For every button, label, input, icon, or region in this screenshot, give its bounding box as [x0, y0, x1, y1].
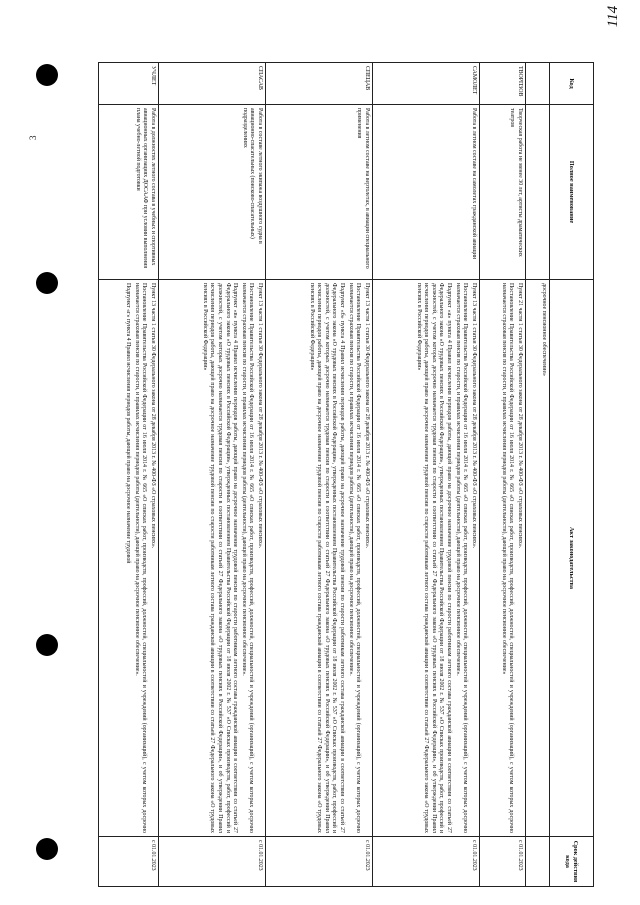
continuation-text: досрочное пенсионное обеспечение» [526, 280, 550, 837]
table-row [372, 63, 479, 887]
legal-act-cell [265, 280, 372, 837]
code-cell: СПАСАВ [158, 63, 265, 105]
table-row [158, 63, 265, 887]
document-table-rotated [98, 62, 594, 887]
cell-empty [526, 837, 550, 887]
legal-act-paragraph: Постановление Правительства Российской Федерации от 16 июля 2014 г. № 665 «О списках работ, производств, профессий, должностей, специальностей и учреждений (организаций), с учетом которых досрочно назначается страховая пенсия по старости, и правилах исчисления периодов работы (деятельности), дающей право на досрочное пенсионное обеспечение». [347, 283, 362, 833]
table-header-row [550, 63, 594, 887]
legal-act-paragraph: Пункт 13 части 1 статьи 30 Федерального закона от 28 декабря 2013 г. № 400-ФЗ «О страховых пенсиях». [149, 283, 156, 549]
legal-act-paragraph: Пункт 13 части 1 статьи 30 Федерального закона от 28 декабря 2013 г. № 400-ФЗ «О страховых пенсиях». [256, 283, 263, 549]
validity-date-cell: с 01.01.2023 [99, 837, 159, 887]
legal-act-paragraph: Подпункт «г» пункта 4 Правил исчисления периодов работы, дающей право на досрочное назначение трудовой [125, 283, 132, 564]
punch-hole [36, 838, 58, 860]
cell-empty [526, 63, 550, 105]
legal-act-cell [99, 280, 159, 837]
legal-act-paragraph: Подпункт «а» пункта 4 Правил исчисления периодов работы, дающей право на досрочное назначение трудовой пенсии по старости работникам летного состава гражданской авиации в соответствии со статьей 27 Федерального закона «О трудовых пенсиях в Российской Федерации», утвержденных постановлением Правительства Российской Федерации от 18 июля 2002 г. № 537 «О Списках производств, работ, профессий и должностей, с учетом которых досрочно назначается трудовая пенсия по старости в соответствии со статьей 27 Федерального закона «О трудовых пенсиях в Российской Федерации», и об утверждении Правил исчисления периодов работы, дающей право на досрочное назначение трудовой пенсии по старости работникам летного состава гражданской авиации в соответствии со статьей 27 Федерального закона «О трудовых пенсиях в Российской Федерации» [415, 283, 452, 833]
punch-hole [36, 272, 58, 294]
punch-hole [36, 634, 58, 656]
full-name-cell: Работа в летном составе на самолетах гражданской авиации [372, 105, 479, 280]
legal-act-paragraph: Постановление Правительства Российской Федерации от 16 июля 2014 г. № 665 «О списках работ, производств, профессий, должностей, специальностей и учреждений (организаций), с учетом которых досрочно назначается страховая пенсия по старости, и правилах исчисления периодов работы (деятельности), дающей право на досрочное пенсионное обеспечение». [454, 283, 469, 833]
code-cell: ТВОРПЗОВ [479, 63, 525, 105]
validity-date-cell: с 01.01.2023 [158, 837, 265, 887]
pension-codes-table [98, 62, 594, 887]
validity-date-cell: с 01.01.2023 [479, 837, 525, 887]
legal-act-paragraph: Пункт 13 части 1 статьи 30 Федерального закона от 28 декабря 2013 г. № 400-ФЗ «О страховых пенсиях». [470, 283, 477, 549]
legal-act-paragraph: Подпункт «в» пункта 4 Правил исчисления периодов работы, дающей право на досрочное назначение трудовой пенсии по старости работникам летного состава гражданской авиации в соответствии со статьей 27 Федерального закона «О трудовых пенсиях в Российской Федерации», утвержденных постановлением Правительства Российской Федерации от 18 июля 2002 г. № 537 «О Списках производств, работ, профессий и должностей, с учетом которых досрочно назначается трудовая пенсия по старости в соответствии со статьей 27 Федерального закона «О трудовых пенсиях в Российской Федерации», и об утверждении Правил исчисления периодов работы, дающей право на досрочное назначение трудовой пенсии по старости работникам летного состава гражданской авиации в соответствии со статьей 27 Федерального закона «О трудовых пенсиях в Российской Федерации» [201, 283, 239, 833]
table-row [99, 63, 159, 887]
cell-empty [526, 105, 550, 280]
header-date: Срок действия кода [550, 837, 594, 887]
full-name-cell: Работа в летном составе на вертолетах, в авиации специального применения [265, 105, 372, 280]
code-cell: УЧЛЕТ [99, 63, 159, 105]
header-act: Акт законодательства [550, 280, 594, 837]
table-row [479, 63, 525, 887]
full-name-cell: Творческая работа не менее 30 лет, артисты драматических театров [479, 105, 525, 280]
continuation-row [526, 63, 550, 887]
punch-hole [36, 64, 58, 86]
legal-act-paragraph: Пункт 21 части 1 статьи 30 Федерального закона от 28 декабря 2013 г. № 400-ФЗ «О страховых пенсиях». [517, 283, 523, 549]
page-number: 3 [28, 135, 38, 140]
legal-act-paragraph: Постановление Правительства Российской Федерации от 16 июля 2014 г. № 665 «О списках работ, производств, профессий, должностей, специальностей и учреждений (организаций), с учетом которых досрочно назначается страховая пенсия по старости, и правилах исчисления периодов работы (деятельности), дающей право на досрочное пенсионное обеспечение». [240, 283, 255, 833]
code-cell: СПЕЦАВ [265, 63, 372, 105]
code-cell: САМОЛЕТ [372, 63, 479, 105]
legal-act-cell [158, 280, 265, 837]
legal-act-paragraph: Пункт 13 части 1 статьи 30 Федерального закона от 28 декабря 2013 г. № 400-ФЗ «О страховых пенсиях». [363, 283, 370, 549]
validity-date-cell: с 01.01.2023 [372, 837, 479, 887]
legal-act-cell [479, 280, 525, 837]
handwritten-page-number: 114 [604, 5, 621, 28]
legal-act-cell [372, 280, 479, 837]
legal-act-paragraph: Постановление Правительства Российской Федерации от 16 июля 2014 г. № 665 «О списках работ, производств, профессий, должностей, специальностей и учреждений (организаций), с учетом которых досрочно назначается страховая пенсия по старости, и правилах исчисления периодов работы (деятельности), дающей право на досрочное пенсионное обеспечение» [500, 283, 515, 833]
full-name-cell: Работа в составе летного экипажа воздушного судна в авиационно-спасательных (поисково-спасательных) подразделениях [158, 105, 265, 280]
table-row [265, 63, 372, 887]
header-code: Код [550, 63, 594, 105]
full-name-cell: Работа в должностях летного состава в учебных и спортивных авиационных организациях ДОСААФ при условии выполнения плана учебно-летной подготовки [99, 105, 159, 280]
header-name: Полное наименование [550, 105, 594, 280]
legal-act-paragraph: Подпункт «б» пункта 4 Правил исчисления периодов работы, дающей право на досрочное назначение трудовой пенсии по старости работникам летного состава гражданской авиации в соответствии со статьей 27 Федерального закона «О трудовых пенсиях в Российской Федерации», утвержденных постановлением Правительства Российской Федерации от 18 июля 2002 г. № 537 «О Списках производств, работ, профессий и должностей, с учетом которых досрочно назначается трудовая пенсия по старости в соответствии со статьей 27 Федерального закона «О трудовых пенсиях в Российской Федерации», и об утверждении Правил исчисления периодов работы, дающей право на досрочное назначение трудовой пенсии по старости работникам летного состава гражданской авиации в соответствии со статьей 27 Федерального закона «О трудовых пенсиях в Российской Федерации» [308, 283, 346, 833]
legal-act-paragraph: Постановление Правительства Российской Федерации от 16 июля 2014 г. № 665 «О списках работ, производств, профессий, должностей, специальностей и учреждений (организаций), с учетом которых досрочно назначается страховая пенсия по старости, и правилах исчисления периодов работы (деятельности), дающей право на досрочное пенсионное обеспечение». [133, 283, 148, 833]
validity-date-cell: с 01.01.2023 [265, 837, 372, 887]
